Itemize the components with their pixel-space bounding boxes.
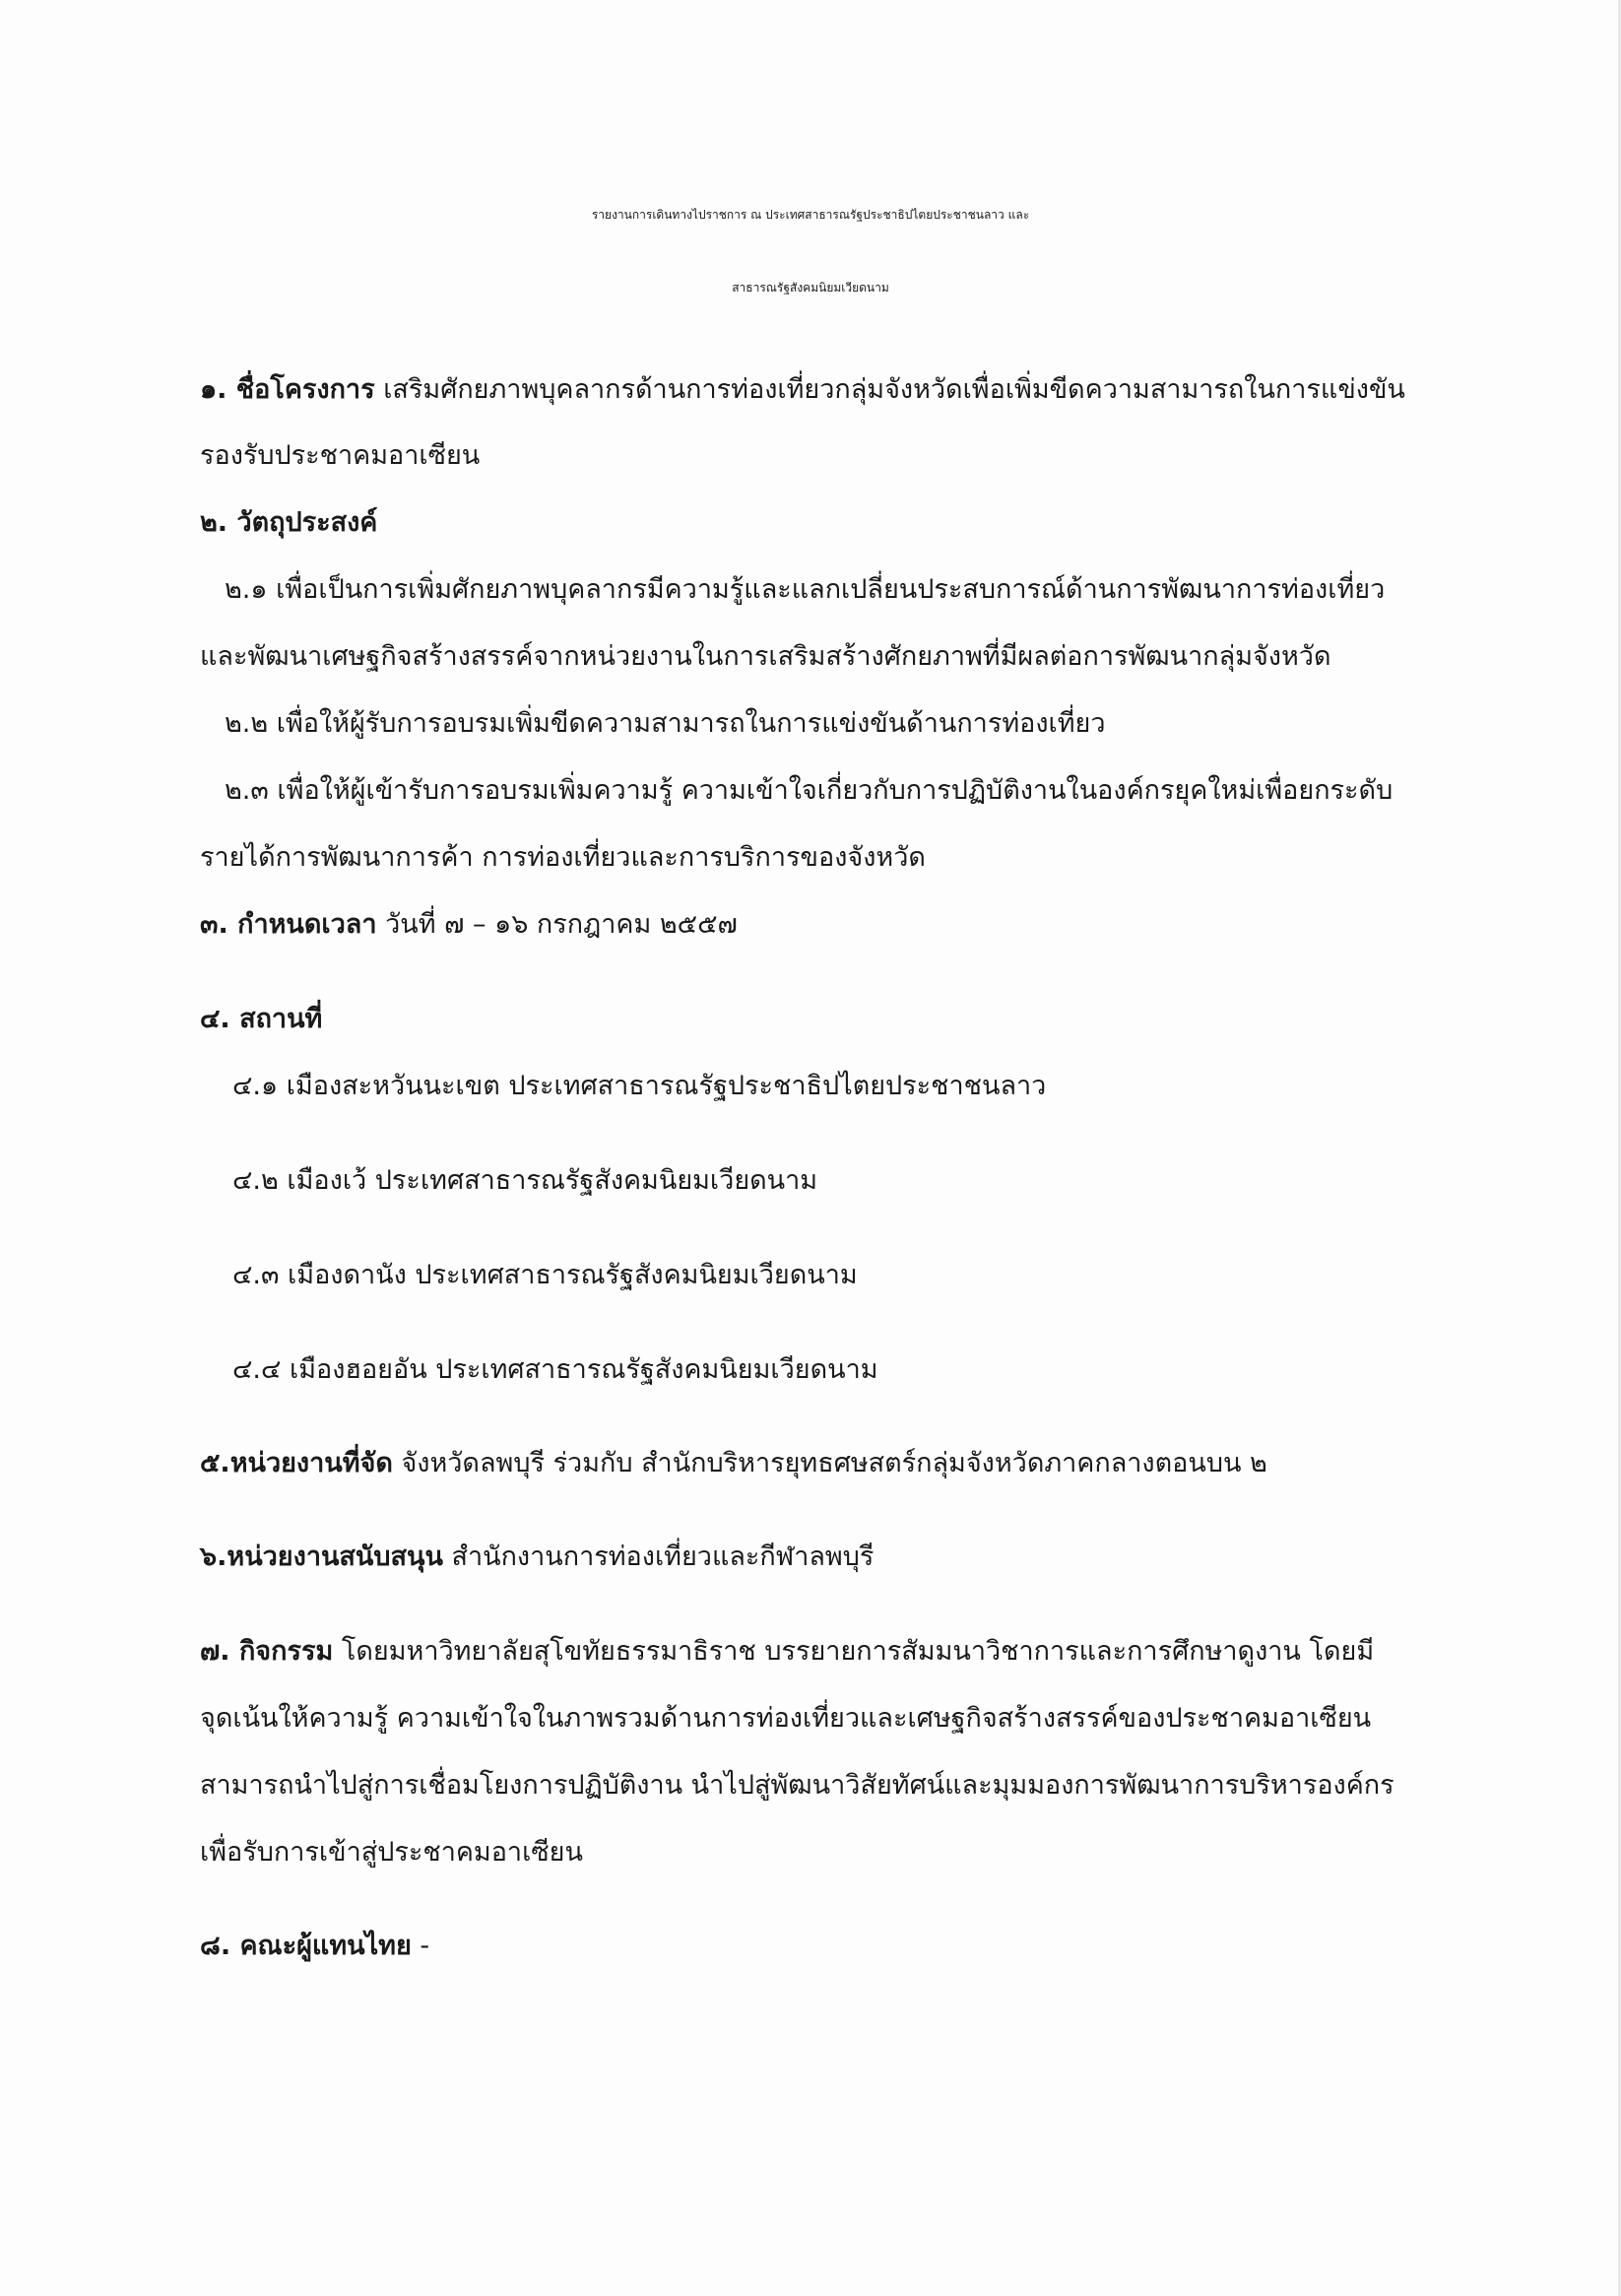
section-2-item-2: ๒.๒ เพื่อให้ผู้รับการอบรมเพิ่มขีดความสามารถในการแข่งขันด้านการท่องเที่ยว xyxy=(225,708,1106,739)
section-4-label: ๔. สถานที่ xyxy=(200,1004,323,1034)
section-2-item-1-cont: และพัฒนาเศษฐกิจสร้างสรรค์จากหน่วยงานในการเสริมสร้างศักยภาพที่มีผลต่อการพัฒนากลุ่มจังหวัด xyxy=(200,641,1331,672)
section-7-cont-3: เพื่อรับการเข้าสู่ประชาคมอาเซียน xyxy=(200,1837,583,1868)
section-2-item-1: ๒.๑ เพื่อเป็นการเพิ่มศักยภาพบุคลากรมีความรู้และแลกเปลี่ยนประสบการณ์ด้านการพัฒนาการท่องเที่ยว xyxy=(225,574,1386,605)
section-8 xyxy=(200,1928,429,1965)
section-8-text: - xyxy=(411,1931,430,1961)
section-6-label: ๖.หน่วยงานสนับสนุน xyxy=(200,1542,443,1572)
section-6-text: สำนักงานการท่องเที่ยวและกีฬาลพบุรี xyxy=(442,1542,875,1572)
section-2-item-3-cont: รายได้การพัฒนาการค้า การท่องเที่ยวและการบริการของจังหวัด xyxy=(200,842,926,873)
section-4-item-3: ๔.๓ เมืองดานัง ประเทศสาธารณรัฐสังคมนิยมเวียดนาม xyxy=(232,1260,858,1290)
section-2-item-3: ๒.๓ เพื่อให้ผู้เข้ารับการอบรมเพิ่มความรู้ ความเข้าใจเกี่ยวกับการปฏิบัติงานในองค์กรยุคใหม่เพื่อยกระดับ xyxy=(225,775,1394,806)
section-4-item-2: ๔.๒ เมืองเว้ ประเทศสาธารณรัฐสังคมนิยมเวียดนาม xyxy=(232,1165,818,1196)
section-7-text: โดยมหาวิทยาลัยสุโขทัยธรรมาธิราช บรรยายการสัมมนาวิชาการและการศึกษาดูงาน โดยมี xyxy=(333,1636,1375,1667)
section-8-label: ๘. คณะผู้แทนไทย xyxy=(200,1931,412,1961)
section-3 xyxy=(200,906,738,944)
section-7-cont-1: จุดเน้นให้ความรู้ ความเข้าใจในภาพรวมด้านการท่องเที่ยวและเศษฐกิจสร้างสรรค์ของประชาคมอาเซียน xyxy=(200,1703,1372,1734)
section-7 xyxy=(200,1633,1374,1671)
section-7-label: ๗. กิจกรรม xyxy=(200,1636,334,1667)
section-1-cont: รองรับประชาคมอาเซียน xyxy=(200,440,481,471)
section-3-label: ๓. กำหนดเวลา xyxy=(200,909,377,940)
section-6 xyxy=(200,1539,874,1576)
document-title-line1: รายงานการเดินทางไปราชการ ณ ประเทศสาธารณรัฐประชาธิปไตยประชาชนลาว และ xyxy=(591,208,1030,222)
section-5 xyxy=(200,1445,1267,1482)
section-4-item-4: ๔.๔ เมืองฮอยอัน ประเทศสาธารณรัฐสังคมนิยมเวียดนาม xyxy=(232,1354,878,1385)
section-5-text: จังหวัดลพบุรี ร่วมกับ สำนักบริหารยุทธศษสตร์กลุ่มจังหวัดภาคกลางตอนบน ๒ xyxy=(392,1448,1267,1478)
document-title-line2: สาธารณรัฐสังคมนิยมเวียดนาม xyxy=(732,281,889,295)
section-5-label: ๕.หน่วยงานที่จัด xyxy=(200,1448,393,1478)
section-4-item-1: ๔.๑ เมืองสะหวันนะเขต ประเทศสาธารณรัฐประชาธิปไตยประชาชนลาว xyxy=(232,1071,1047,1101)
section-1-label: ๑. ชื่อโครงการ xyxy=(200,374,375,405)
section-1-text: เสริมศักยภาพบุคลากรด้านการท่องเที่ยวกลุ่มจังหวัดเพื่อเพิ่มขีดความสามารถในการแข่งขัน xyxy=(374,374,1405,405)
section-3-text: วันที่ ๗ – ๑๖ กรกฎาคม ๒๕๕๗ xyxy=(376,909,738,940)
section-2-label: ๒. วัตถุประสงค์ xyxy=(200,507,378,538)
section-7-cont-2: สามารถนำไปสู่การเชื่อมโยงการปฏิบัติงาน นำไปสู่พัฒนาวิสัยทัศน์และมุมมองการพัฒนาการบริหารองค์กร xyxy=(200,1770,1394,1801)
section-1 xyxy=(200,371,1405,409)
